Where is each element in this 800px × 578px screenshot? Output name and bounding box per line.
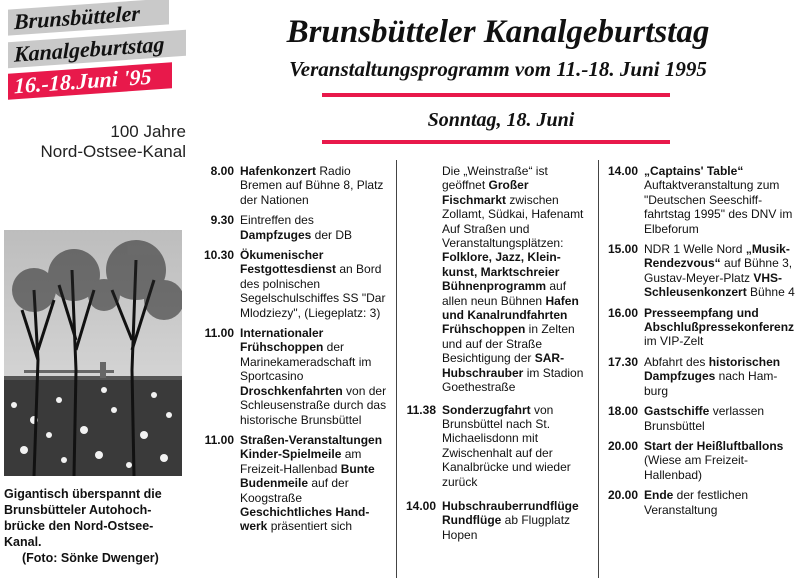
event-time: 11.00 xyxy=(204,326,234,341)
event-item xyxy=(604,306,796,349)
event-title: Folklore, Jazz, Kleinkunst, Marktschreier Bühnenprogramm xyxy=(442,250,561,294)
event-detail: in Zelten und auf der Straße Besichtigung der xyxy=(442,322,575,366)
event-time: 16.00 xyxy=(607,305,638,320)
schedule-column-2 xyxy=(402,164,592,548)
event-time: 18.00 xyxy=(607,404,638,419)
jubilee-text xyxy=(4,122,186,162)
event-title: Hubschrauberrundflüge Rundflüge xyxy=(442,498,579,528)
event-title: SAR-Hubschrauber xyxy=(442,351,565,380)
event-title: „Musik-Rendezvous“ xyxy=(644,242,790,271)
event-detail: verlassen Brunsbüttel xyxy=(644,404,765,433)
caption-credit: (Foto: Sönke Dwenger) xyxy=(22,551,159,565)
page-subtitle: Veranstaltungsprogramm vom 11.-18. Juni 1995 xyxy=(289,57,707,81)
event-time: 11.38 xyxy=(406,402,436,417)
event-item xyxy=(200,213,388,242)
jubilee-line-2: Nord-Ostsee-Kanal xyxy=(40,142,186,161)
event-title: Internationaler Frühschoppen xyxy=(240,326,324,355)
event-detail: der festlichen Veranstaltung xyxy=(644,488,749,517)
event-time: 14.00 xyxy=(607,164,638,178)
event-continuation xyxy=(402,164,592,395)
event-detail: Radio Bremen auf Bühne 8, Platz der Nationen xyxy=(240,164,384,207)
event-item xyxy=(604,488,796,517)
event-detail: auf der Koogstraße xyxy=(240,476,349,505)
event-detail: von Brunsbüttel nach St. Michaelisdonn mit Zwischenhalt auf der Kanalbrücke und wieder zurück xyxy=(442,402,571,489)
event-detail: Abfahrt des xyxy=(644,354,709,369)
event-title: „Captains' Table“ xyxy=(644,164,744,178)
logo xyxy=(8,0,188,100)
event-detail: Die „Weinstraße“ xyxy=(442,164,533,178)
caption-text: Gigantisch überspannt die Brunsbütteler Autohochbrücke den Nord-Ostsee-Kanal. xyxy=(4,487,162,549)
event-time: 10.30 xyxy=(203,248,234,263)
logo-dates: 16.-18.Juni '95 xyxy=(8,62,172,99)
event-title: Droschkenfahrten xyxy=(240,383,343,398)
divider-bottom xyxy=(322,140,670,144)
event-detail: ist geöffnet xyxy=(442,164,548,193)
event-item xyxy=(604,355,796,398)
divider-top xyxy=(322,93,670,97)
event-title: Ökumenischer Festgottesdienst xyxy=(240,248,337,277)
event-item xyxy=(200,326,388,427)
day-heading: Sonntag, 18. Juni xyxy=(427,109,575,131)
bridge-photo xyxy=(4,230,182,476)
logo-line-1: Brunsbütteler xyxy=(8,0,169,36)
photo-caption xyxy=(4,486,186,566)
event-item xyxy=(604,164,796,236)
event-detail: Eintreffen des xyxy=(240,213,314,228)
event-detail: auf allen neun Bühnen xyxy=(442,279,567,308)
page-title: Brunsbütteler Kanalgeburtstag xyxy=(286,14,710,50)
event-time: 11.00 xyxy=(204,432,234,447)
event-time: 17.30 xyxy=(607,354,638,369)
event-title: Ende xyxy=(644,488,674,503)
event-item xyxy=(604,439,796,482)
event-detail: im VIP-Zelt xyxy=(644,334,704,349)
event-item xyxy=(604,404,796,433)
event-detail: Auftaktveranstaltung zum "Deutschen Seeschifffahrtstag 1995" des DNV im Elbeforum xyxy=(644,178,793,236)
event-title: Dampfzuges xyxy=(240,227,312,242)
event-time: 9.30 xyxy=(210,213,234,228)
event-detail: auf Bühne 3, Gustav-Meyer-Platz xyxy=(644,256,793,285)
event-title: Presseempfang und Abschlußpressekonferenz xyxy=(644,305,795,335)
event-title: Hafen und Kanalrundfahrten Frühschoppen xyxy=(442,293,579,337)
event-title: VHS-Schleusenkonzert xyxy=(644,270,783,300)
event-time: 8.00 xyxy=(210,164,234,178)
event-item xyxy=(402,403,592,489)
event-detail: am Freizeit-Hallenbad xyxy=(240,447,362,476)
event-title: Bunte Budenmeile xyxy=(240,461,375,491)
event-detail: NDR 1 Welle Nord xyxy=(644,242,746,257)
event-detail: präsentiert sich xyxy=(267,519,353,534)
event-title: Start der Heißluftballons xyxy=(644,438,784,453)
logo-line-2: Kanalgeburtstag xyxy=(8,30,186,68)
column-divider-2 xyxy=(598,160,599,578)
event-detail: Bühne 4 xyxy=(746,285,795,300)
schedule-column-1 xyxy=(200,164,388,540)
event-title: Gastschiffe xyxy=(644,404,710,419)
event-detail: an Bord des polnischen Segelschulschiffes SS "Dar Mlodziezy", (Liegeplatz: 3) xyxy=(240,262,386,320)
event-title: Großer Fischmarkt xyxy=(442,178,529,207)
event-detail: im Stadion Goethestraße xyxy=(442,365,584,395)
event-title: Straßen-Veranstaltungen Kinder-Spielmeile xyxy=(240,432,383,462)
event-item xyxy=(200,248,388,320)
event-item xyxy=(604,242,796,300)
schedule-column-3 xyxy=(604,164,796,523)
event-detail: nach Hamburg xyxy=(644,369,778,398)
event-title: historischen Dampfzuges xyxy=(644,354,781,384)
event-time: 20.00 xyxy=(607,488,638,503)
event-detail: der Marinekameradschaft im Sportcasino xyxy=(240,340,372,384)
event-time: 15.00 xyxy=(607,242,638,257)
event-detail: ab Flugplatz Hopen xyxy=(442,513,571,542)
event-title: Hafenkonzert xyxy=(240,164,317,178)
event-detail: der DB xyxy=(311,227,353,242)
event-item xyxy=(402,499,592,542)
event-time: 20.00 xyxy=(607,438,638,453)
event-detail: (Wiese am Freizeit-Hallenbad) xyxy=(644,453,749,482)
event-detail: von der Schleusenstraße durch das historische Brunsbüttel xyxy=(240,383,387,427)
column-divider-1 xyxy=(396,160,397,578)
event-detail: zwischen Zollamt, Südkai, Hafenamt Auf Straßen und Veranstaltungsplätzen: xyxy=(442,192,584,251)
event-item xyxy=(200,433,388,534)
jubilee-line-1: 100 Jahre xyxy=(110,122,186,141)
event-title: Geschichtliches Handwerk xyxy=(240,504,370,534)
event-title: Sonderzugfahrt xyxy=(442,402,531,417)
event-time: 14.00 xyxy=(405,498,436,513)
event-item xyxy=(200,164,388,207)
